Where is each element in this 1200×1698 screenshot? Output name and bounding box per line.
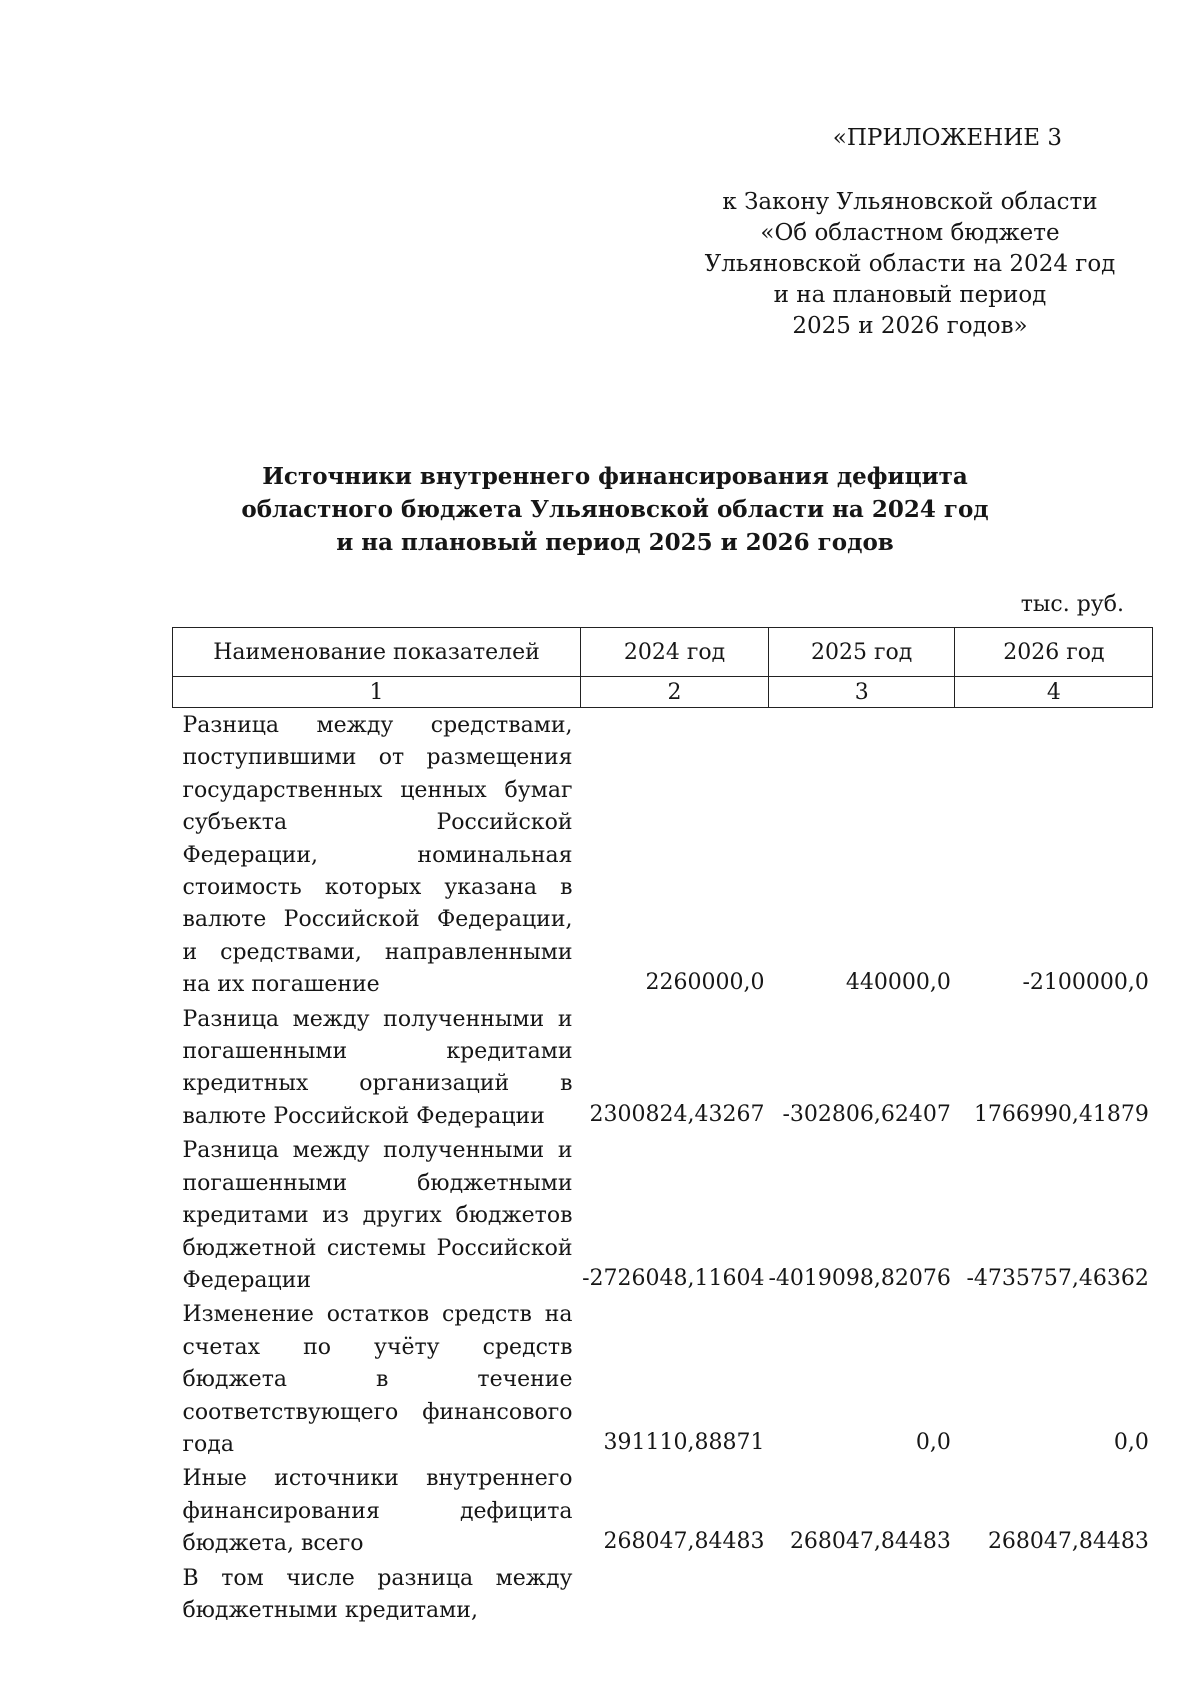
- value-2025: 268047,84483: [789, 1529, 951, 1555]
- appendix-line: 2025 и 2026 годов»: [792, 313, 1028, 339]
- value-2025: 0,0: [915, 1429, 951, 1455]
- row-name: Изменение остатков средств на счетах по учёту средств бюджета в течение соответствующего финансового года: [182, 1302, 573, 1457]
- table-header-row: [173, 628, 1153, 677]
- row-name: Разница между полученными и погашенными бюджетными кредитами из других бюджетов бюджетной системы Российской Федерации: [182, 1138, 573, 1293]
- units-label: тыс. руб.: [1020, 592, 1124, 617]
- value-2024: 2260000,0: [645, 970, 765, 996]
- appendix-line: Ульяновской области на 2024 год: [704, 251, 1116, 277]
- table-row: [173, 1002, 1153, 1134]
- appendix-line: и на плановый период: [773, 282, 1047, 308]
- appendix-block: [690, 123, 1130, 342]
- value-2024: 268047,84483: [603, 1529, 765, 1555]
- value-2026: -4735757,46362: [966, 1265, 1149, 1291]
- row-name: Разница между средствами, поступившими от размещения государственных ценных бумаг субъекта Российской Федерации, номинальная стоимость которых указана в валюте Российской Федерации, и средствами, направленными на их погашение: [182, 713, 573, 998]
- value-2024: 391110,88871: [603, 1429, 765, 1455]
- appendix-line: «Об областном бюджете: [760, 220, 1060, 246]
- row-name: В том числе разница между бюджетными кредитами,: [182, 1565, 573, 1623]
- value-2024: 2300824,43267: [589, 1101, 765, 1127]
- value-2026: 268047,84483: [987, 1529, 1149, 1555]
- value-2025: -302806,62407: [782, 1101, 951, 1127]
- value-2026: 0,0: [1113, 1429, 1149, 1455]
- column-number-row: [173, 677, 1153, 708]
- table-row: [173, 1561, 1153, 1628]
- document-title-line: областного бюджета Ульяновской области на 2024 год: [241, 496, 989, 523]
- value-2025: 440000,0: [845, 970, 951, 996]
- row-name: Разница между полученными и погашенными кредитами кредитных организаций в валюте Российской Федерации: [182, 1006, 573, 1129]
- sources-table: [172, 627, 1153, 1627]
- value-2026: 1766990,41879: [973, 1101, 1149, 1127]
- value-2024: -2726048,11604: [582, 1265, 765, 1291]
- column-number: 1: [173, 677, 581, 708]
- value-2025: [769, 1561, 955, 1628]
- appendix-title: «ПРИЛОЖЕНИЕ 3: [832, 125, 1062, 151]
- appendix-line: к Закону Ульяновской области: [722, 189, 1098, 215]
- row-name: Иные источники внутреннего финансирования дефицита бюджета, всего: [182, 1466, 573, 1557]
- table-row: [173, 1297, 1153, 1461]
- header-name: Наименование показателей: [173, 628, 581, 677]
- table-row: [173, 708, 1153, 1002]
- document-title-line: и на плановый период 2025 и 2026 годов: [336, 529, 894, 556]
- column-number: 3: [769, 677, 955, 708]
- value-2026: -2100000,0: [1022, 970, 1149, 996]
- table-row: [173, 1133, 1153, 1297]
- column-number: 2: [581, 677, 769, 708]
- header-2024: 2024 год: [581, 628, 769, 677]
- header-2026: 2026 год: [955, 628, 1153, 677]
- column-number: 4: [955, 677, 1153, 708]
- value-2025: -4019098,82076: [768, 1265, 951, 1291]
- document-title-line: Источники внутреннего финансирования дефицита: [262, 463, 968, 490]
- value-2024: [581, 1561, 769, 1628]
- document-title: [185, 460, 1045, 559]
- value-2026: [955, 1561, 1153, 1628]
- header-2025: 2025 год: [769, 628, 955, 677]
- table-row: [173, 1461, 1153, 1560]
